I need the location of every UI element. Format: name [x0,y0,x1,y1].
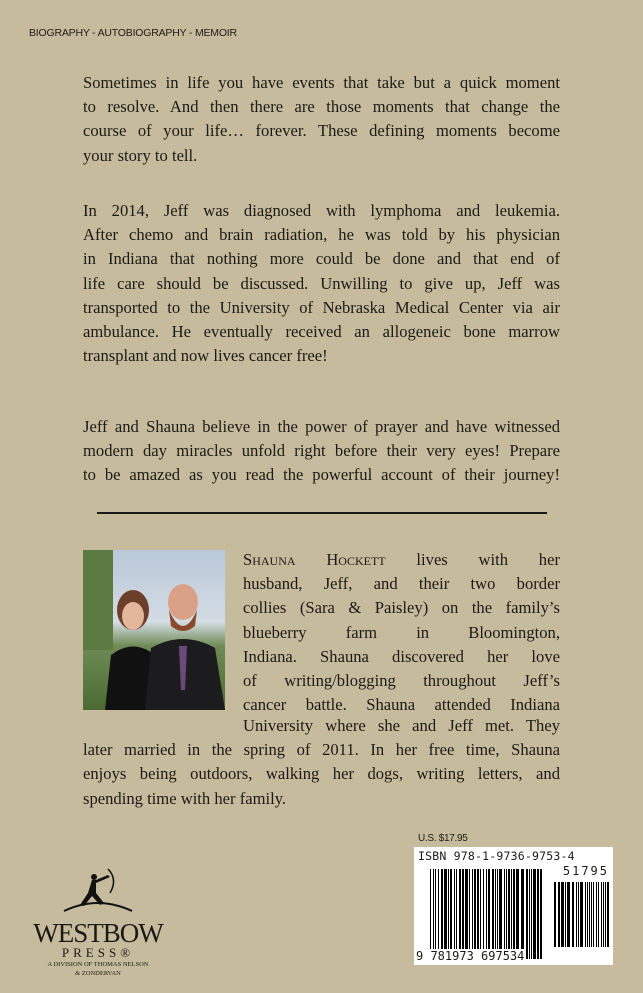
barcode-bar [462,869,464,959]
barcode-bar [529,869,530,959]
barcode-addon-number: 51795 [562,864,609,878]
text-line: Sometimes in life you have events that take but a quick moment [83,73,560,92]
text-line: collies (Sara & Paisley) on the family’s [243,598,560,618]
barcode-bar [456,869,457,959]
barcode-bar [450,869,452,959]
barcode-bar [438,869,439,959]
barcode [414,847,613,965]
barcode-bar [603,882,604,947]
genre-label: BIOGRAPHY - AUTOBIOGRAPHY - MEMOIR [29,27,237,39]
text-line: to be amazed as you read the powerful account of their journey! [83,465,560,485]
author-name: Shauna Hockett [243,550,386,569]
barcode-bar [465,869,468,959]
barcode-bar [561,882,564,947]
text-line: life care should be discussed. Unwilling to give up, Jeff was [83,273,560,293]
barcode-bar [513,869,515,959]
barcode-bar [504,869,505,959]
barcode-bar [533,869,536,959]
barcode-bar [521,869,524,959]
author-bio-side [243,548,560,717]
text-line: transported to the University of Nebraska Medical Center via air [83,297,560,317]
barcode-bar [516,869,519,959]
barcode-bar [591,882,592,947]
barcode-bar [587,882,588,947]
barcode-bar [605,882,606,947]
barcode-bar [441,869,443,959]
text-line: modern day miracles unfold right before their very eyes! Prepare [83,441,560,461]
barcode-bar [474,869,476,959]
text-line: course of your life… forever. These defining moments become [83,121,560,141]
barcode-bar [576,882,577,947]
author-photo [83,550,225,710]
barcode-bar [526,869,528,959]
publisher-sub: PRESS® [61,945,135,960]
barcode-bar [598,882,599,947]
barcode-bar [565,882,566,947]
barcode-bar [486,869,487,959]
text-line: later married in the spring of 2011. In her free time, Shauna [83,740,560,760]
barcode-bar [607,882,609,947]
publisher-division: A DIVISION OF THOMAS NELSON [47,961,149,968]
barcode-bar [480,869,481,959]
price: U.S. $17.95 [418,833,468,844]
barcode-bar [430,869,431,959]
blurb-paragraph-2 [83,199,560,368]
author-bio-full [83,714,560,811]
barcode-bar [567,882,570,947]
text-line: ambulance. He eventually received an allogeneic bone marrow [83,321,560,341]
barcode-bar [495,869,496,959]
text-line: In 2014, Jeff was diagnosed with lymphoma and leukemia. [83,201,560,220]
publisher-name: WESTBOW [33,918,163,948]
text-line: Jeff and Shauna believe in the power of prayer and have witnessed [83,417,560,436]
barcode-bar [554,882,556,947]
barcode-bar [537,869,539,959]
barcode-bar [601,882,602,947]
barcode-bar [589,882,590,947]
barcode-bar [511,869,512,959]
text-line: to resolve. And then there are those moments that change the [83,97,560,117]
publisher-division: & ZONDERVAN [75,970,121,977]
text-line: your story to tell. [83,145,198,165]
text-line: enjoys being outdoors, walking her dogs, writing letters, and [83,764,560,784]
barcode-bar [596,882,597,947]
barcode-bar [497,869,498,959]
text-line: University where she and Jeff met. They [243,716,560,735]
blurb-paragraph-1 [83,71,560,168]
barcode-bar [578,882,579,947]
barcode-bar [469,869,470,959]
barcode-bar [580,882,583,947]
publisher-logo [28,865,168,978]
barcode-bar [454,869,455,959]
text-line: spending time with her family. [83,788,287,808]
barcode-bar [488,869,490,959]
barcode-bar [435,869,436,959]
barcode-bar [558,882,560,947]
barcode-bar [448,869,449,959]
barcode-bar [506,869,507,959]
barcode-bar [459,869,461,959]
barcode-bar [433,869,434,959]
text-line: lives with her [416,550,560,569]
barcode-bar [508,869,510,959]
text-line: After chemo and brain radiation, he was told by his physician [83,225,560,245]
barcode-bar [572,882,574,947]
barcode-bar [593,882,594,947]
barcode-bar [531,869,532,959]
barcode-bar [585,882,586,947]
text-line: husband, Jeff, and their two border [243,574,560,594]
text-line: in Indiana that nothing more could be done and that end of [83,249,560,269]
barcode-bar [472,869,473,959]
divider [97,512,547,514]
text-line: Indiana. Shauna discovered her love [243,646,560,666]
ean-number: 9 781973 697534 [416,949,525,963]
text-line: of writing/blogging throughout Jeff’s [243,670,560,690]
text-line: blueberry farm in Bloomington, [243,622,560,642]
text-line: transplant and now lives cancer free! [83,346,328,366]
barcode-bar [540,869,542,959]
barcode-bar [499,869,502,959]
text-line: cancer battle. Shauna attended Indiana [243,695,560,715]
barcode-bar [444,869,447,959]
isbn-text: ISBN 978-1-9736-9753-4 [418,849,575,863]
barcode-bar [492,869,494,959]
barcode-bar [483,869,484,959]
barcode-bar [477,869,479,959]
archer-icon [58,865,138,915]
blurb-paragraph-3 [83,415,560,488]
